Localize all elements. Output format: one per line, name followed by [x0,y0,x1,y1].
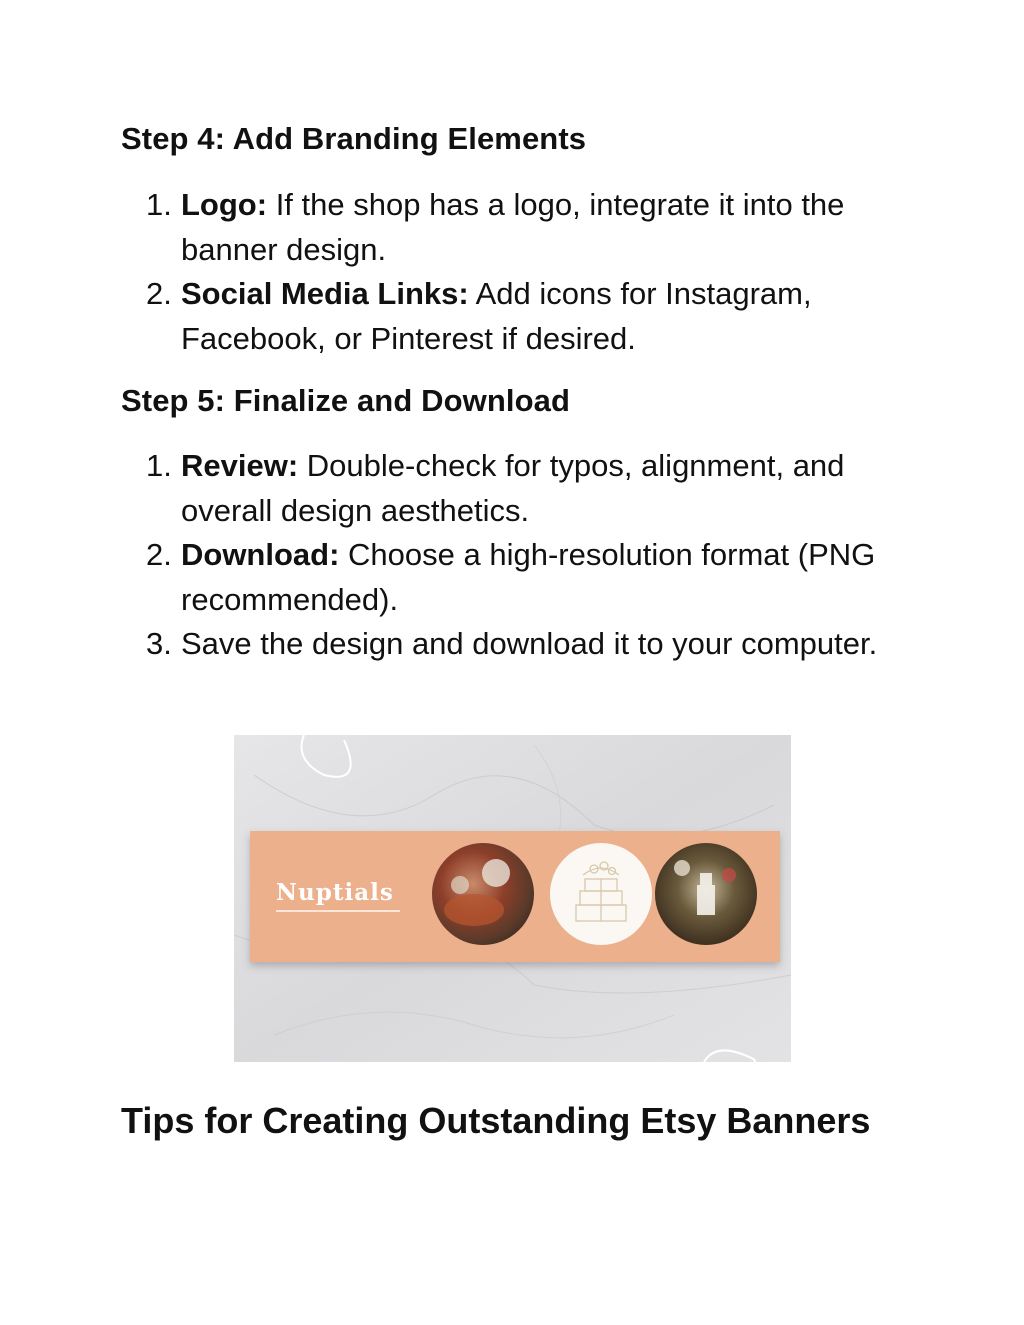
tips-heading: Tips for Creating Outstanding Etsy Banners [121,1100,871,1141]
list-item [146,183,926,272]
list-item-label: Social Media Links: [181,276,469,311]
etsy-banner-example-image [234,735,791,1062]
list-number: 3. [146,626,172,661]
list-item [146,272,926,361]
wedding-photo-circle [432,843,534,945]
list-item-label: Review: [181,448,299,483]
list-number: 2. [146,537,172,572]
list-item-text: Save the design and download it to your computer. [181,626,878,661]
list-number: 1. [146,187,172,222]
step5-heading: Step 5: Finalize and Download [121,383,570,418]
list-item-text: Double-check for typos, alignment, and overall design aesthetics. [181,448,845,528]
list-item [146,622,926,667]
list-item-label: Download: [181,537,340,572]
list-item-text: Choose a high-resolution format (PNG recommended). [181,537,876,617]
step4-heading: Step 4: Add Branding Elements [121,121,587,156]
list-item [146,533,926,622]
list-item-text: If the shop has a logo, integrate it into the banner design. [181,187,845,267]
list-number: 1. [146,448,172,483]
list-item-text: Add icons for Instagram, Facebook, or Pinterest if desired. [181,276,812,356]
step4-list [146,183,926,361]
list-number: 2. [146,276,172,311]
step5-list [146,444,926,667]
banner-logo-text: Nuptials [276,879,394,906]
list-item-label: Logo: [181,187,268,222]
list-item [146,444,926,533]
